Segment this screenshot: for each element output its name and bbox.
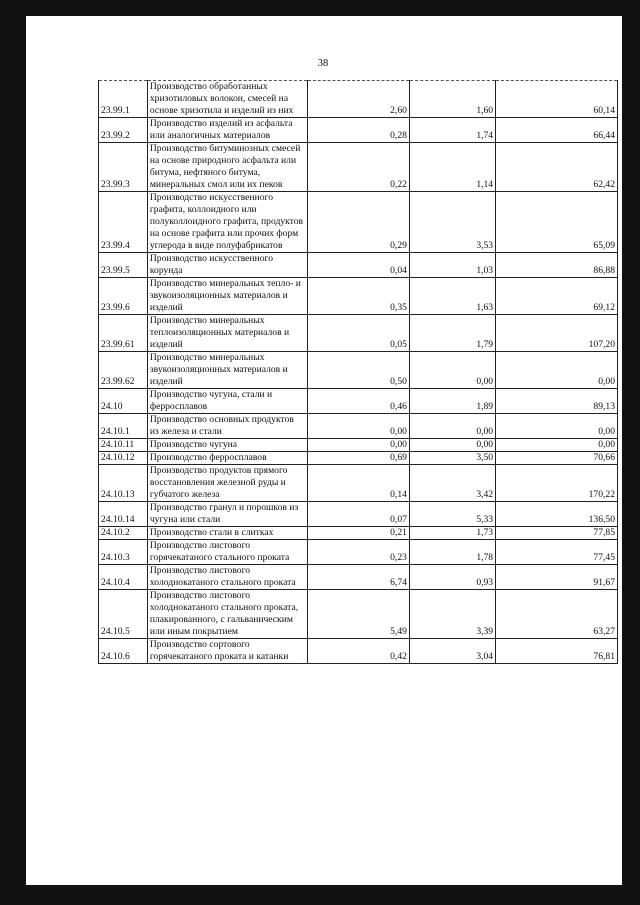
row-value-2: 0,00 — [409, 414, 495, 439]
row-value-2: 1,60 — [409, 81, 495, 118]
row-value-3: 69,12 — [496, 278, 618, 315]
scan-border-bottom — [0, 885, 640, 905]
row-code: 23.99.1 — [99, 81, 148, 118]
document-page — [30, 20, 616, 882]
row-value-3: 77,45 — [496, 540, 618, 565]
row-value-2: 1,14 — [409, 143, 495, 192]
scan-border-right — [622, 0, 640, 905]
row-value-3: 62,42 — [496, 143, 618, 192]
row-value-3: 170,22 — [496, 465, 618, 502]
row-name: Производство искусственного графита, коллоидного или полуколлоидного графита, продуктов на основе графита или прочих форм углерода в виде полуфабрикатов — [147, 192, 307, 253]
row-name: Производство искусственного корунда — [147, 253, 307, 278]
row-value-1: 0,28 — [307, 118, 409, 143]
row-value-1: 0,46 — [307, 389, 409, 414]
row-name: Производство сортового горячекатаного проката и катанки — [147, 639, 307, 664]
row-code: 24.10.13 — [99, 465, 148, 502]
scan-border-left — [0, 0, 26, 905]
row-code: 24.10.4 — [99, 565, 148, 590]
row-value-3: 63,27 — [496, 590, 618, 639]
row-value-3: 65,09 — [496, 192, 618, 253]
row-value-2: 0,00 — [409, 439, 495, 452]
row-value-3: 60,14 — [496, 81, 618, 118]
row-value-2: 1,74 — [409, 118, 495, 143]
row-value-2: 3,50 — [409, 452, 495, 465]
page-number: 38 — [317, 58, 329, 69]
row-code: 24.10.2 — [99, 527, 148, 540]
row-value-1: 0,23 — [307, 540, 409, 565]
row-value-1: 5,49 — [307, 590, 409, 639]
row-name: Производство листового горячекатаного стального проката — [147, 540, 307, 565]
row-value-2: 1,63 — [409, 278, 495, 315]
row-name: Производство основных продуктов из железа и стали — [147, 414, 307, 439]
table-row — [99, 540, 618, 565]
row-name: Производство битуминозных смесей на основе природного асфальта или битума, нефтяного битума, минеральных смол или их пеков — [147, 143, 307, 192]
row-code: 24.10.11 — [99, 439, 148, 452]
row-code: 23.99.61 — [99, 315, 148, 352]
row-value-1: 2,60 — [307, 81, 409, 118]
row-value-1: 6,74 — [307, 565, 409, 590]
row-value-2: 3,39 — [409, 590, 495, 639]
row-value-2: 3,42 — [409, 465, 495, 502]
table-row — [99, 81, 618, 118]
row-value-1: 0,69 — [307, 452, 409, 465]
row-value-3: 76,81 — [496, 639, 618, 664]
table-row — [99, 352, 618, 389]
row-value-3: 0,00 — [496, 439, 618, 452]
row-value-2: 1,79 — [409, 315, 495, 352]
row-value-1: 0,42 — [307, 639, 409, 664]
row-value-2: 1,03 — [409, 253, 495, 278]
row-value-2: 0,93 — [409, 565, 495, 590]
row-code: 24.10.14 — [99, 502, 148, 527]
table-row — [99, 118, 618, 143]
row-name: Производство обработанных хризотиловых волокон, смесей на основе хризотила и изделий из них — [147, 81, 307, 118]
row-name: Производство минеральных тепло- и звукоизоляционных материалов и изделий — [147, 278, 307, 315]
data-table — [98, 80, 618, 664]
table-row — [99, 565, 618, 590]
row-value-2: 0,00 — [409, 352, 495, 389]
row-value-1: 0,21 — [307, 527, 409, 540]
table-row — [99, 639, 618, 664]
table-row — [99, 143, 618, 192]
row-value-2: 1,78 — [409, 540, 495, 565]
row-value-1: 0,04 — [307, 253, 409, 278]
row-name: Производство минеральных теплоизоляционных материалов и изделий — [147, 315, 307, 352]
row-code: 24.10.1 — [99, 414, 148, 439]
row-code: 23.99.2 — [99, 118, 148, 143]
row-value-1: 0,14 — [307, 465, 409, 502]
table-row — [99, 253, 618, 278]
table-row — [99, 527, 618, 540]
row-value-3: 136,50 — [496, 502, 618, 527]
row-value-3: 77,85 — [496, 527, 618, 540]
row-name: Производство изделий из асфальта или аналогичных материалов — [147, 118, 307, 143]
table-row — [99, 439, 618, 452]
row-name: Производство продуктов прямого восстановления железной руды и губчатого железа — [147, 465, 307, 502]
row-code: 23.99.5 — [99, 253, 148, 278]
row-value-1: 0,50 — [307, 352, 409, 389]
row-code: 24.10.6 — [99, 639, 148, 664]
scan-border-top — [0, 0, 640, 16]
table-row — [99, 278, 618, 315]
row-value-3: 66,44 — [496, 118, 618, 143]
row-code: 24.10.5 — [99, 590, 148, 639]
row-value-1: 0,35 — [307, 278, 409, 315]
row-value-3: 86,88 — [496, 253, 618, 278]
row-name: Производство гранул и порошков из чугуна или стали — [147, 502, 307, 527]
row-name: Производство чугуна — [147, 439, 307, 452]
row-code: 23.99.6 — [99, 278, 148, 315]
row-value-1: 0,05 — [307, 315, 409, 352]
row-value-2: 1,73 — [409, 527, 495, 540]
table-row — [99, 192, 618, 253]
row-value-1: 0,22 — [307, 143, 409, 192]
row-name: Производство листового холоднокатаного стального проката, плакированного, с гальваническим или иным покрытием — [147, 590, 307, 639]
table-row — [99, 315, 618, 352]
row-value-3: 91,67 — [496, 565, 618, 590]
row-value-1: 0,00 — [307, 439, 409, 452]
row-code: 24.10.12 — [99, 452, 148, 465]
row-value-2: 5,33 — [409, 502, 495, 527]
table-row — [99, 465, 618, 502]
row-code: 24.10.3 — [99, 540, 148, 565]
table-row — [99, 590, 618, 639]
row-code: 24.10 — [99, 389, 148, 414]
row-name: Производство минеральных звукоизоляционных материалов и изделий — [147, 352, 307, 389]
row-value-1: 0,00 — [307, 414, 409, 439]
row-value-3: 89,13 — [496, 389, 618, 414]
table-row — [99, 414, 618, 439]
row-code: 23.99.4 — [99, 192, 148, 253]
row-name: Производство ферросплавов — [147, 452, 307, 465]
row-value-2: 3,53 — [409, 192, 495, 253]
row-code: 23.99.3 — [99, 143, 148, 192]
table-body — [99, 81, 618, 664]
table-row — [99, 502, 618, 527]
row-value-1: 0,07 — [307, 502, 409, 527]
table-row — [99, 389, 618, 414]
row-value-3: 70,66 — [496, 452, 618, 465]
row-value-3: 0,00 — [496, 352, 618, 389]
row-value-3: 0,00 — [496, 414, 618, 439]
row-value-2: 3,04 — [409, 639, 495, 664]
row-value-2: 1,89 — [409, 389, 495, 414]
row-name: Производство стали в слитках — [147, 527, 307, 540]
table-row — [99, 452, 618, 465]
row-name: Производство листового холоднокатаного стального проката — [147, 565, 307, 590]
row-code: 23.99.62 — [99, 352, 148, 389]
row-name: Производство чугуна, стали и ферросплавов — [147, 389, 307, 414]
row-value-3: 107,20 — [496, 315, 618, 352]
row-value-1: 0,29 — [307, 192, 409, 253]
